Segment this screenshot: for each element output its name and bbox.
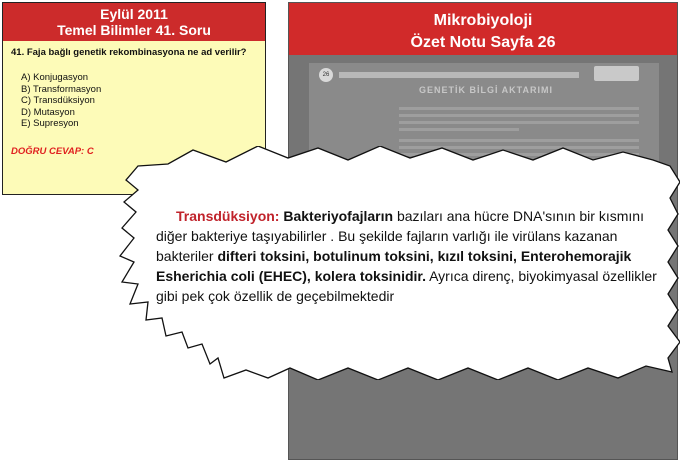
callout-text [156,206,670,306]
option-a: A) Konjugasyon [21,72,89,83]
option-e: E) Supresyon [21,118,79,129]
question-card-header [3,3,265,41]
section-title: GENETİK BİLGİ AKTARIMI [419,85,553,95]
text-line [399,121,639,124]
correct-answer: DOĞRU CEVAP: C [11,145,94,157]
question-body [3,41,265,163]
summary-header [289,3,677,55]
question-text: 41. Faja bağlı genetik rekombinasyona ne ad verilir? [11,47,247,58]
option-c: C) Transdüksiyon [21,95,95,106]
options-list [11,72,257,130]
callout-text-1: bazıları ana hücre DNA'sının bir kısmını diğer bakteriye taşıyabilirler . Bu şekilde fajların varlığı ile virülans kazanan bakteriler [156,208,644,264]
option-b: B) Transformasyon [21,83,102,95]
exam-date: Eylül 2011 [100,6,168,22]
callout-term: Transdüksiyon: [176,208,280,224]
option-d: D) Mutasyon [21,106,75,118]
callout-bold-1: Bakteriyofajların [283,208,394,224]
text-line [399,107,639,110]
chapter-strip [339,72,579,78]
callout-text-2: Ayrıca direnç, biyokimyasal özellikler gibi pek çok özellik de geçebilmektedir [156,268,657,304]
text-line [399,139,639,142]
callout-bold-2: difteri toksini, botulinum toksini, kızıl toksini, Enterohemorajik Esherichia coli (EHEC), kolera toksinidir. [156,248,632,284]
text-line [399,128,519,131]
subject-title: Mikrobiyoloji [433,12,533,29]
book-icon [594,66,639,81]
text-line [399,114,639,117]
exam-title: Temel Bilimler 41. Soru [57,22,211,38]
summary-page-title: Özet Notu Sayfa 26 [410,34,556,51]
page-number-badge: 26 [319,68,333,82]
